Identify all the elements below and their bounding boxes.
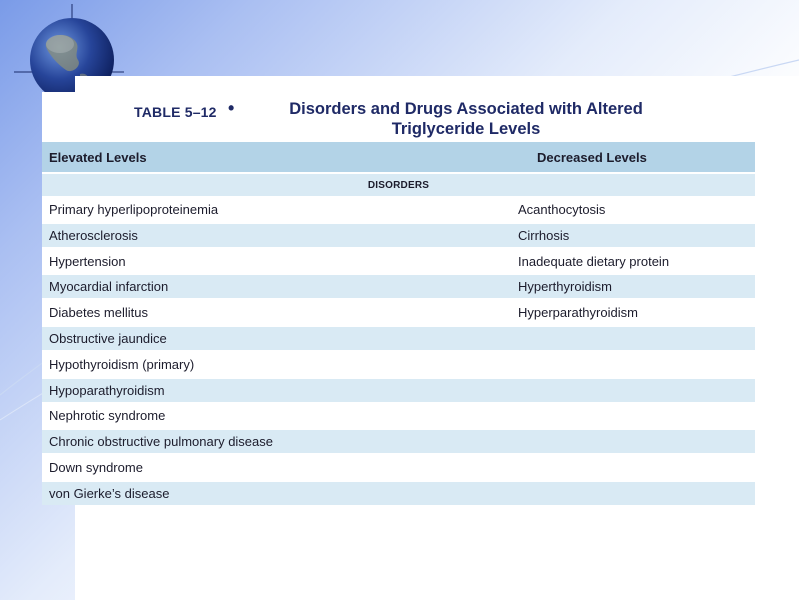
table-number: TABLE 5–12 [134,104,217,120]
elevated-cell: von Gierke’s disease [49,485,170,501]
elevated-cell: Hypothyroidism (primary) [49,356,195,372]
elevated-cell: Primary hyperlipoproteinemia [49,202,219,217]
elevated-cell: Obstructive jaundice [49,330,167,346]
table-row [42,404,755,427]
triglyceride-table [42,92,755,504]
column-header-decreased: Decreased Levels [537,150,647,165]
table-row [42,301,755,324]
elevated-cell: Down syndrome [49,459,143,475]
elevated-cell: Chronic obstructive pulmonary disease [49,434,273,450]
table-title-line-1: Disorders and Drugs Associated with Altered [289,100,643,118]
decreased-cell: Cirrhosis [518,227,570,243]
table-row [42,379,755,402]
decreased-cell: Hyperthyroidism [518,279,612,295]
table-caption [42,96,755,144]
table-row [42,482,755,505]
elevated-cell: Hypertension [49,253,126,269]
section-header-disorders [42,174,755,196]
table-row [42,275,755,298]
table-row [42,250,755,273]
table-title [246,99,686,139]
caption-bullet: • [228,98,235,118]
decreased-cell: Hyperparathyroidism [518,305,638,321]
column-header-elevated: Elevated Levels [49,150,147,165]
decreased-cell: Acanthocytosis [518,202,606,217]
elevated-cell: Diabetes mellitus [49,305,148,321]
elevated-cell: Myocardial infarction [49,279,169,295]
elevated-cell: Hypoparathyroidism [49,382,165,398]
table-row [42,198,755,221]
table-header-row [42,142,755,172]
table-row [42,456,755,479]
table-row [42,327,755,350]
table-body [42,198,755,508]
section-label: DISORDERS [367,180,430,191]
table-row [42,353,755,376]
decreased-cell: Inadequate dietary protein [518,253,670,269]
table-row [42,224,755,247]
table-title-line-2: Triglyceride Levels [391,120,541,138]
table-row [42,430,755,453]
elevated-cell: Atherosclerosis [49,227,138,243]
elevated-cell: Nephrotic syndrome [49,408,166,424]
